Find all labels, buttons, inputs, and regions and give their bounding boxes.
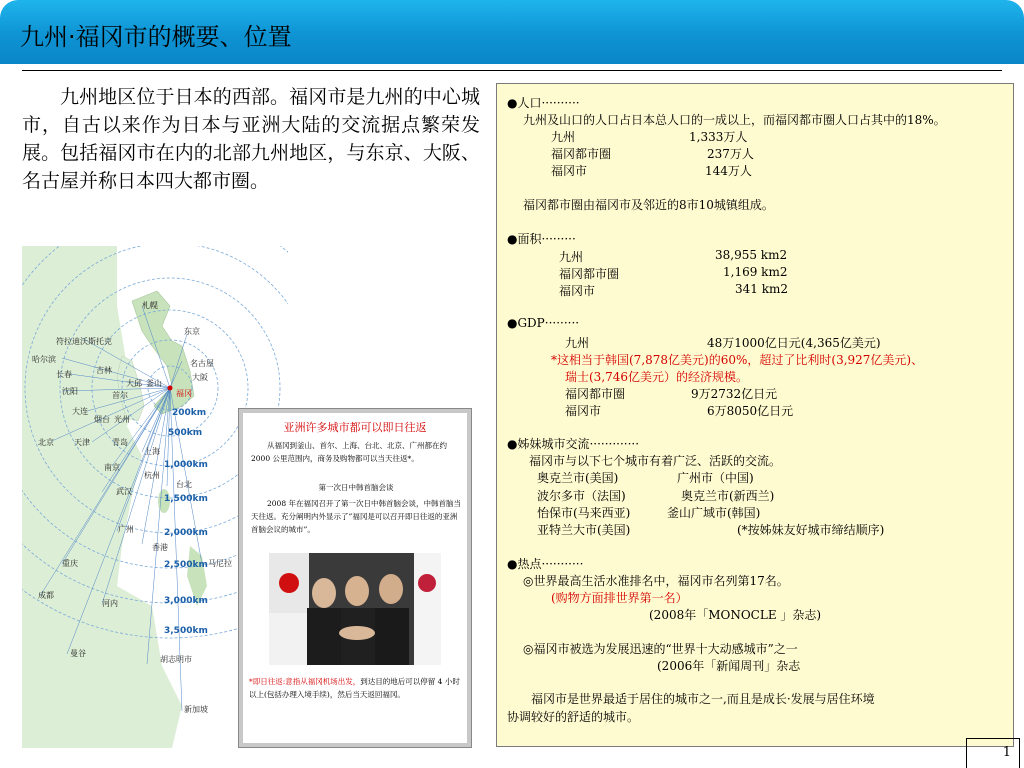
title-bar bbox=[0, 0, 1024, 64]
city-seoul: 首尔 bbox=[112, 391, 128, 400]
city-hanoi: 河内 bbox=[102, 599, 118, 608]
card-footnote-red: *即日往返:意指从福冈机场出发， bbox=[249, 677, 361, 686]
card-footnote bbox=[249, 675, 463, 701]
gdp-row-name: 福冈都市圈 bbox=[565, 387, 626, 401]
gdp-heading: ●GDP········· bbox=[507, 316, 580, 330]
area-row-value: 1,169 km2 bbox=[723, 265, 788, 279]
distance-1000km: 1,000km bbox=[164, 460, 208, 470]
gdp-comparison-line1: *这相当于韩国(7,878亿美元)的60%，超过了比利时(3,927亿美元)、 bbox=[551, 353, 924, 367]
hot-item-dynamic-city: ◎福冈市被选为发展迅速的“世界十大动感城市”之一 bbox=[523, 642, 798, 656]
card-title: 亚洲许多城市都可以即日往返 bbox=[283, 421, 427, 434]
card-summit-heading: 第一次日中韩首脑会谈 bbox=[318, 483, 394, 492]
area-row-name: 九州 bbox=[559, 250, 584, 264]
city-bangkok: 曼谷 bbox=[70, 649, 86, 658]
city-sapporo: 札幌 bbox=[142, 301, 158, 310]
city-nagoya: 名古屋 bbox=[190, 359, 214, 368]
area-row-name: 福冈市 bbox=[559, 284, 596, 298]
area-row-name: 福冈都市圈 bbox=[559, 267, 620, 281]
city-tokyo: 东京 bbox=[184, 327, 200, 336]
population-desc: 九州及山口的人口占日本总人口的一成以上，而福冈都市圈人口占其中的18%。 bbox=[523, 113, 946, 127]
fukuoka-facts-box bbox=[496, 83, 1014, 747]
distance-1500km: 1,500km bbox=[164, 494, 208, 504]
city-shenyang: 沈阳 bbox=[62, 387, 78, 396]
hot-heading: ●热点··········· bbox=[507, 557, 584, 571]
population-row-name: 九州 bbox=[551, 130, 576, 144]
city-yantai: 烟台 bbox=[94, 415, 110, 424]
distance-3000km: 3,000km bbox=[164, 596, 208, 606]
city-osaka: 大阪 bbox=[192, 373, 208, 382]
sister-city: 奥克兰市(新西兰) bbox=[681, 489, 775, 503]
distance-2500km: 2,500km bbox=[164, 560, 208, 570]
sister-city: 怡保市(马来西亚) bbox=[537, 506, 631, 520]
asia-day-trip-card bbox=[238, 408, 472, 748]
city-changchun: 长春 bbox=[56, 370, 72, 379]
sister-city: 奥克兰市(美国) bbox=[537, 471, 619, 485]
gdp-comparison-line2: 瑞士(3,746亿美元）的经济规模。 bbox=[565, 370, 749, 384]
area-heading: ●面积········· bbox=[507, 232, 576, 246]
distance-500km: 500km bbox=[168, 428, 203, 438]
city-hongkong: 香港 bbox=[152, 543, 168, 552]
city-wuhan: 武汉 bbox=[116, 487, 132, 496]
city-vladivostok: 符拉迪沃斯托克 bbox=[56, 337, 112, 346]
intro-paragraph: 九州地区位于日本的西部。福冈市是九州的中心城市，自古以来作为日本与亚洲大陆的交流据点繁荣发展。包括福冈市在内的北部九州地区，与东京、大阪、名古屋并称日本四大都市圈。 bbox=[22, 86, 480, 192]
gdp-row-value: 9万2732亿日元 bbox=[691, 387, 778, 401]
title-divider bbox=[22, 70, 1002, 71]
sister-desc: 福冈市与以下七个城市有着广泛、活跃的交流。 bbox=[529, 454, 782, 468]
sister-city: 波尔多市（法国) bbox=[537, 489, 626, 503]
summit-photo-illustration bbox=[269, 553, 441, 665]
city-fukuoka: 福冈 bbox=[176, 389, 192, 398]
gdp-row-value: 6万8050亿日元 bbox=[707, 404, 794, 418]
card-text-daytrip: 从福冈到釜山、首尔、上海、台北、北京、广州都在约 2000 公里范围内，商务及购物都可以当天往返*。 bbox=[251, 441, 447, 463]
population-heading: ●人口·········· bbox=[507, 96, 580, 110]
city-manila: 马尼拉 bbox=[208, 559, 232, 568]
city-hochiminh: 胡志明市 bbox=[160, 655, 192, 664]
city-shanghai: 上海 bbox=[144, 447, 160, 456]
city-gwangju: 光州 bbox=[114, 415, 130, 424]
city-busan: 釜山 bbox=[146, 379, 162, 388]
gdp-kyushu-name: 九州 bbox=[565, 336, 590, 350]
sister-order-note: (*按姊妹友好城市缔结顺序) bbox=[737, 523, 885, 537]
city-tianjin: 天津 bbox=[74, 438, 90, 447]
city-singapore: 新加坡 bbox=[184, 705, 208, 714]
page-title: 九州·福冈市的概要、位置 bbox=[20, 23, 292, 51]
city-qingdao: 青岛 bbox=[112, 438, 128, 447]
card-text-summit: 2008 年在福冈召开了第一次日中韩首脑会谈，中韩首脑当天往返。充分阐明内外显示了”福冈是可以召开即日往返的亚洲首脑会议的城市”。 bbox=[251, 499, 461, 534]
summit-photo bbox=[269, 553, 441, 665]
card-inner bbox=[243, 413, 467, 743]
city-hangzhou: 杭州 bbox=[144, 471, 160, 480]
sister-city: 亚特兰大市(美国) bbox=[537, 523, 631, 537]
hot-item-source-monocle: (2008年「MONOCLE 」杂志) bbox=[649, 608, 822, 622]
population-row-value: 237万人 bbox=[707, 147, 754, 161]
city-beijing: 北京 bbox=[38, 438, 54, 447]
closing-line2: 协调较好的舒适的城市。 bbox=[507, 710, 640, 724]
city-nanjing: 南京 bbox=[104, 463, 120, 472]
page-number: 1 bbox=[966, 738, 1020, 768]
distance-3500km: 3,500km bbox=[164, 626, 208, 636]
city-harbin: 哈尔滨 bbox=[32, 355, 56, 364]
card-footnote-rest: 到达目的地后可以停留 4 小时以上(包括办理入境手续)，然后当天返回福冈。 bbox=[249, 677, 460, 699]
sister-city: 釜山广域市(韩国) bbox=[667, 506, 761, 520]
city-chengdu: 成都 bbox=[38, 591, 54, 600]
distance-200km: 200km bbox=[172, 408, 207, 418]
population-note: 福冈都市圈由福冈市及邻近的8市10城镇组成。 bbox=[523, 198, 774, 212]
area-row-value: 38,955 km2 bbox=[715, 248, 788, 262]
population-row-value: 1,333万人 bbox=[689, 130, 748, 144]
hot-item-ranking: ◎世界最高生活水准排名中，福冈市名列第17名。 bbox=[523, 574, 789, 588]
city-jilin: 吉林 bbox=[96, 366, 112, 375]
population-row-value: 144万人 bbox=[705, 164, 752, 178]
sister-city: 广州市（中国) bbox=[677, 471, 754, 485]
sister-heading: ●姊妹城市交流············· bbox=[507, 437, 640, 451]
gdp-row-name: 福冈市 bbox=[565, 404, 602, 418]
population-row-name: 福冈市 bbox=[551, 164, 588, 178]
city-guangzhou: 广州 bbox=[118, 525, 134, 534]
hot-item-source-newsweek: (2006年「新闻周刊」杂志 bbox=[657, 659, 801, 673]
gdp-kyushu-value: 48万1000亿日元(4,365亿美元) bbox=[707, 336, 881, 350]
population-row-name: 福冈都市圈 bbox=[551, 147, 612, 161]
city-dalian: 大连 bbox=[72, 407, 88, 416]
area-row-value: 341 km2 bbox=[735, 282, 789, 296]
city-daegu: 大邱 bbox=[126, 379, 142, 388]
hot-item-shopping: (购物方面排世界第一名） bbox=[551, 591, 688, 605]
closing-line1: 福冈市是世界最适于居住的城市之一,而且是成长·发展与居住环境 bbox=[531, 692, 875, 706]
city-chongqing: 重庆 bbox=[62, 559, 78, 568]
distance-2000km: 2,000km bbox=[164, 528, 208, 538]
city-taipei: 台北 bbox=[176, 480, 192, 489]
